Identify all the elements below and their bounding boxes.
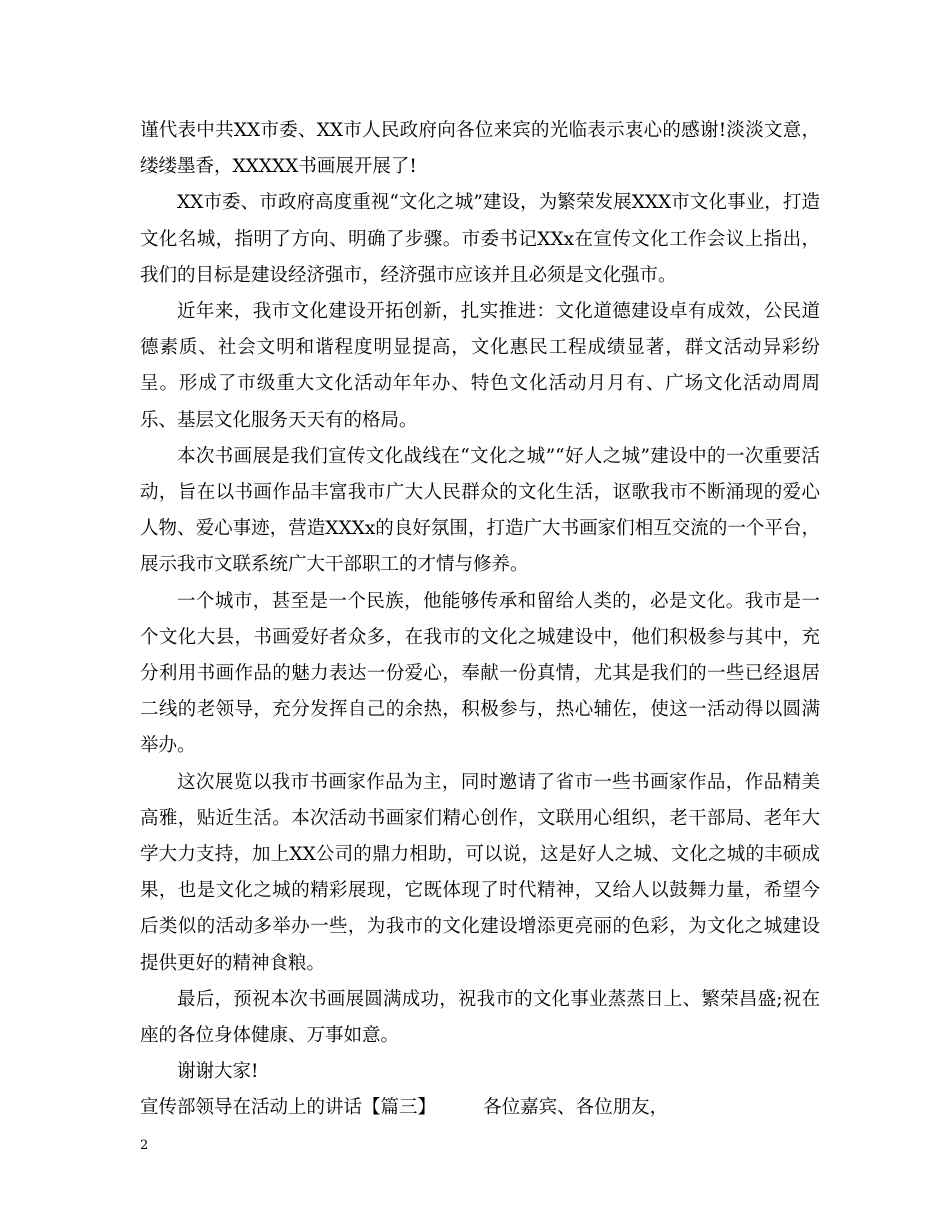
paragraph-city-culture: XX市委、市政府高度重视“文化之城”建设，为繁荣发展XXX市文化事业，打造文化名城，指明了方向、明确了步骤。市委书记XXx在宣传文化工作会议上指出，我们的目标是建设经济强市，经济强市应该并且必须是文化强市。 (140, 192, 820, 286)
section-heading-continuation: 各位嘉宾、各位朋友， (483, 1097, 669, 1119)
paragraph-closing-wishes: 最后，预祝本次书画展圆满成功，祝我市的文化事业蒸蒸日上、繁荣昌盛;祝在座的各位身体健康、万事如意。 (140, 988, 820, 1047)
paragraph-opening: 谨代表中共XX市委、XX市人民政府向各位来宾的光临表示衷心的感谢!淡淡文意，缕缕墨香，XXXXX书画展开展了! (140, 120, 820, 178)
paragraph-exhibition-purpose: 本次书画展是我们宣传文化战线在“文化之城”“好人之城”建设中的一次重要活动，旨在以书画作品丰富我市广大人民群众的文化生活，讴歌我市不断涌现的爱心人物、爱心事迹，营造XXXx的良好氛围，打造广大书画家们相互交流的一个平台，展示我市文联系统广大干部职工的才情与修养。 (140, 445, 820, 576)
section-heading-line (140, 1090, 820, 1126)
document-body (140, 113, 820, 1127)
paragraph-exhibition-content: 这次展览以我市书画家作品为主，同时邀请了省市一些书画家作品，作品精美高雅，贴近生活。本次活动书画家们精心创作，文联用心组织，老干部局、老年大学大力支持，加上XX公司的鼎力相助，可以说，这是好人之城、文化之城的丰硕成果，也是文化之城的精彩展现，它既体现了时代精神，又给人以鼓舞力量，希望今后类似的活动多举办一些，为我市的文化建设增添更亮丽的色彩，为文化之城建设提供更好的精神食粮。 (140, 771, 820, 974)
paragraph-thanks: 谢谢大家! (177, 1061, 259, 1083)
paragraph-city-heritage: 一个城市，甚至是一个民族，他能够传承和留给人类的，必是文化。我市是一个文化大县，书画爱好者众多，在我市的文化之城建设中，他们积极参与其中，充分利用书画作品的魅力表达一份爱心，奉献一份真情，尤其是我们的一些已经退居二线的老领导，充分发挥自己的余热，积极参与，热心辅佐，使这一活动得以圆满举办。 (140, 590, 820, 757)
page-number: 2 (140, 1138, 149, 1153)
paragraph-recent-years: 近年来，我市文化建设开拓创新，扎实推进：文化道德建设卓有成效，公民道德素质、社会文明和谐程度明显提高，文化惠民工程成绩显著，群文活动异彩纷呈。形成了市级重大文化活动年年办、特色文化活动月月有、广场文化活动周周乐、基层文化服务天天有的格局。 (140, 301, 820, 431)
section-heading: 宣传部领导在活动上的讲话【篇三】 (140, 1097, 437, 1119)
